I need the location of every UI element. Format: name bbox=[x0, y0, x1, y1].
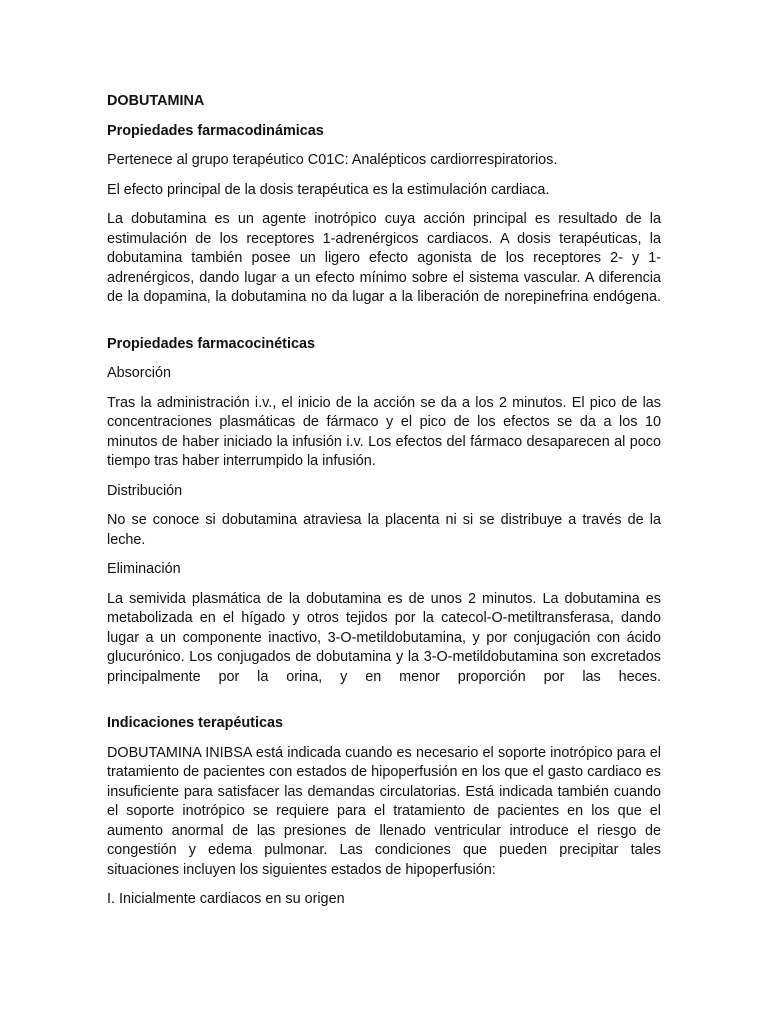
document-title: DOBUTAMINA bbox=[107, 93, 205, 109]
elimination-text: La semivida plasmática de la dobutamina es de unos 2 minutos. La dobutamina es metabolizada en el hígado y otros tejidos por la catecol-O-metiltransferasa, dando lugar a un componente inactivo, 3-O-metildobutamina, y por conjugación con ácido glucurónico. Los conjugados de dobutamina y la 3-O-metildobutamina son excretados principalmente por la orina, y en menor proporción por las heces. bbox=[107, 590, 661, 685]
pharmacodynamics-paragraph-3: La dobutamina es un agente inotrópico cuya acción principal es resultado de la estimulación de los receptores 1-adrenérgicos cardiacos. A dosis terapéuticas, la dobutamina también posee un ligero efecto agonista de los receptores 2- y 1-adrenérgicos, dando lugar a un efecto mínimo sobre el sistema vascular. A diferencia de la dopamina, la dobutamina no da lugar a la liberación de norepinefrina endógena. bbox=[107, 211, 661, 305]
absorption-label: Absorción bbox=[107, 365, 171, 381]
document-page bbox=[107, 92, 661, 920]
indications-paragraph-1: DOBUTAMINA INIBSA está indicada cuando es necesario el soporte inotrópico para el tratamiento de pacientes con estados de hipoperfusión en los que el gasto cardiaco es insuficiente para satisfacer las demandas circulatorias. Está indicada también cuando el soporte inotrópico se requiere para el tratamiento de pacientes en los que el aumento anormal de las presiones de llenado ventricular introduce el riesgo de congestión y edema pulmonar. Las condiciones que pueden precipitar tales situaciones incluyen los siguientes estados de hipoperfusión: bbox=[107, 744, 661, 878]
indications-list-item-1: I. Inicialmente cardiacos en su origen bbox=[107, 891, 345, 907]
pharmacodynamics-heading: Propiedades farmacodinámicas bbox=[107, 122, 324, 139]
indications-heading: Indicaciones terapéuticas bbox=[107, 715, 283, 731]
elimination-label: Eliminación bbox=[107, 561, 181, 577]
distribution-label: Distribución bbox=[107, 482, 183, 499]
pharmacodynamics-paragraph-2: El efecto principal de la dosis terapéutica es la estimulación cardiaca. bbox=[107, 181, 550, 198]
pharmacokinetics-heading: Propiedades farmacocinéticas bbox=[107, 335, 315, 352]
pharmacodynamics-paragraph-1: Pertenece al grupo terapéutico C01C: Analépticos cardiorrespiratorios. bbox=[107, 152, 558, 168]
absorption-text: Tras la administración i.v., el inicio de la acción se da a los 2 minutos. El pico de las concentraciones plasmáticas de fármaco y el pico de los efectos se da a los 10 minutos de haber iniciado la infusión i.v. Los efectos del fármaco desaparecen al poco tiempo tras haber interrumpido la infusión. bbox=[107, 394, 661, 469]
distribution-text: No se conoce si dobutamina atraviesa la placenta ni si se distribuye a través de la leche. bbox=[107, 512, 661, 548]
